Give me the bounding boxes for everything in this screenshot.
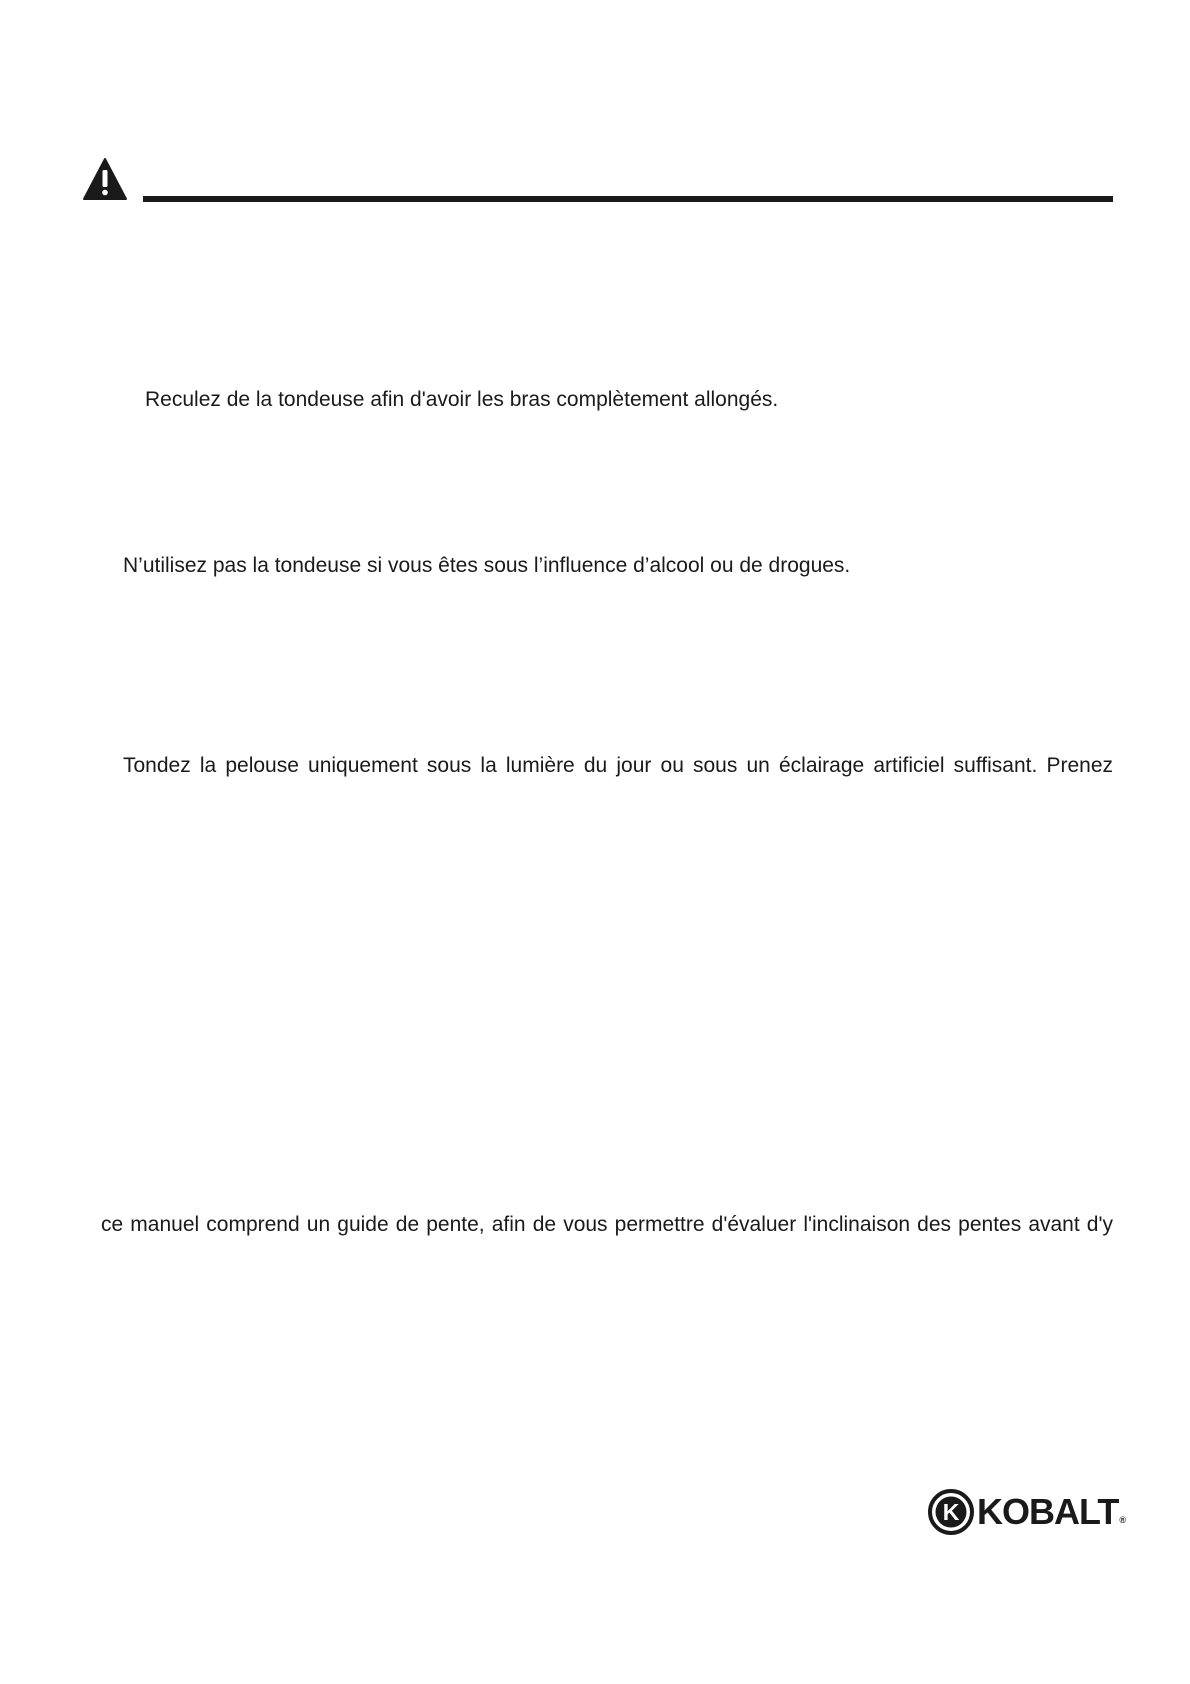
brand-name: KOBALT® (977, 1491, 1125, 1532)
kobalt-logo (928, 1486, 1125, 1538)
paragraph-daylight: Tondez la pelouse uniquement sous la lumière du jour ou sous un éclairage artificiel suffisant. Prenez (123, 754, 1113, 777)
registered-mark: ® (1119, 1515, 1125, 1525)
warning-triangle-icon (82, 157, 128, 201)
kobalt-k-mark-icon (928, 1489, 974, 1535)
svg-text:K: K (942, 1499, 960, 1525)
section-header-rule (143, 196, 1113, 202)
paragraph-no-alcohol: N’utilisez pas la tondeuse si vous êtes sous l’influence d’alcool ou de drogues. (123, 554, 851, 577)
paragraph-slope-guide: ce manuel comprend un guide de pente, afin de vous permettre d'évaluer l'inclinaison des pentes avant d'y (101, 1213, 1113, 1236)
paragraph-step-back: Reculez de la tondeuse afin d'avoir les bras complètement allongés. (145, 388, 779, 411)
